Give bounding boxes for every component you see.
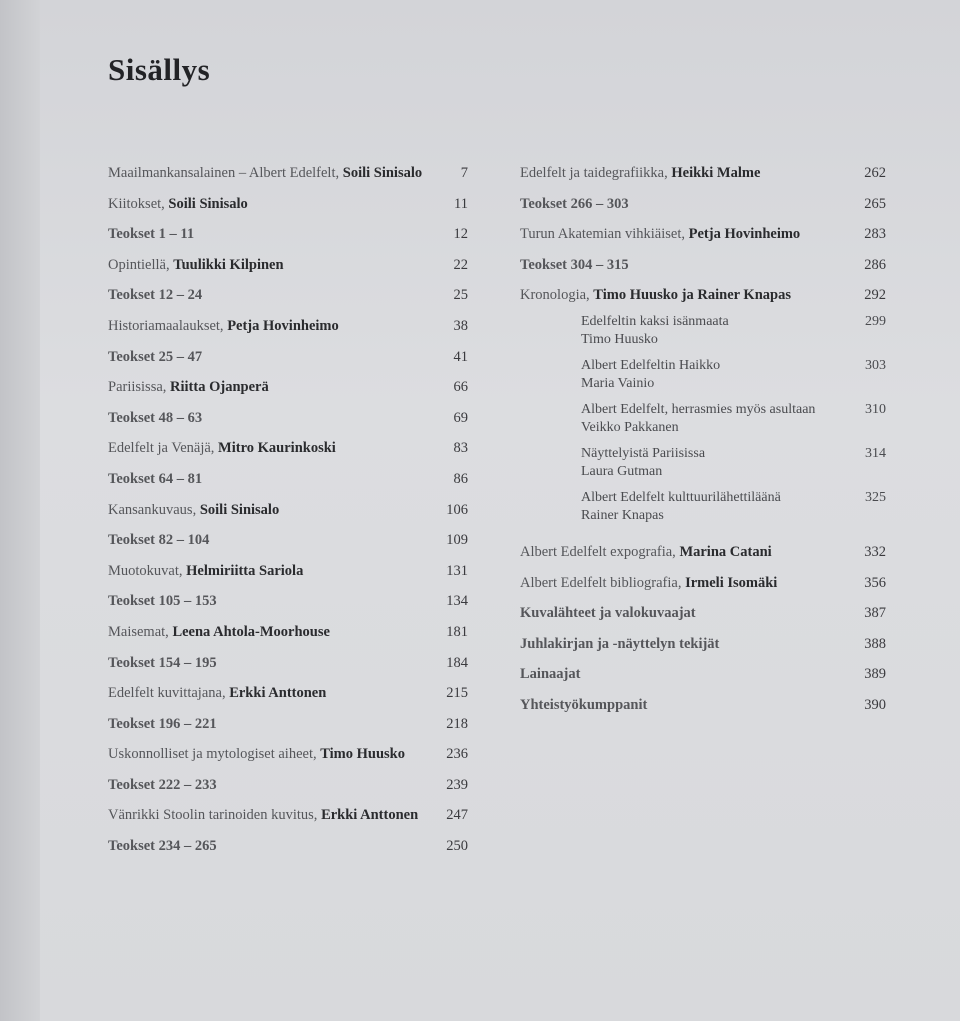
- toc-entry-title: Vänrikki Stoolin tarinoiden kuvitus,: [108, 807, 318, 824]
- toc-entry-author: Mitro Kaurinkoski: [218, 440, 336, 457]
- toc-entry-text: [520, 537, 772, 568]
- toc-entry-title: Albert Edelfelt expografia,: [520, 543, 676, 560]
- toc-entry-author: Soili Sinisalo: [199, 501, 280, 518]
- toc-section-entry: [108, 770, 468, 801]
- toc-page-number: 215: [446, 685, 468, 702]
- toc-page-number: 83: [453, 440, 468, 457]
- toc-page-number: 86: [453, 470, 468, 487]
- toc-page-number: 390: [864, 696, 886, 713]
- toc-subentry-title: Edelfeltin kaksi isänmaata: [581, 313, 729, 329]
- toc-section-entry: [520, 629, 886, 660]
- toc-entry-text: [108, 709, 217, 740]
- toc-entry-author: Timo Huusko: [320, 746, 405, 763]
- toc-subentry-author: Veikko Pakkanen: [581, 419, 679, 435]
- toc-page-number: 69: [453, 409, 468, 426]
- toc-entry-text: [520, 629, 719, 660]
- toc-entry-text: [108, 617, 330, 648]
- toc-entry-text: [108, 189, 248, 220]
- toc-entry: [108, 495, 468, 526]
- toc-entry-title: Teokset 105 – 153: [108, 593, 217, 610]
- toc-entry: [520, 568, 886, 599]
- toc-page-number: 325: [865, 489, 886, 505]
- toc-page-number: 11: [454, 195, 468, 212]
- toc-entry-text: [108, 678, 326, 709]
- toc-page-number: 109: [446, 532, 468, 549]
- toc-entry-text: [108, 403, 202, 434]
- toc-section-entry: [108, 464, 468, 495]
- toc-entry: [108, 800, 468, 831]
- toc-entry: [108, 678, 468, 709]
- toc-page-number: 283: [864, 226, 886, 243]
- toc-entry-author: Marina Catani: [679, 543, 772, 560]
- toc-entry-title: Maisemat,: [108, 623, 169, 640]
- toc-entry-text: [108, 219, 194, 250]
- toc-page-number: 247: [446, 807, 468, 824]
- toc-subentry: [581, 485, 886, 529]
- toc-entry: [108, 158, 468, 189]
- toc-entry-text: [520, 598, 696, 629]
- toc-subentry: [581, 441, 886, 485]
- toc-section-entry: [108, 648, 468, 679]
- toc-entry-text: [520, 189, 629, 220]
- toc-entry-text: [520, 659, 580, 690]
- toc-section-entry: [108, 280, 468, 311]
- toc-entry-title: Muotokuvat,: [108, 562, 183, 579]
- toc-right-column: [520, 158, 886, 721]
- toc-entry-author: Soili Sinisalo: [342, 165, 423, 181]
- toc-page-number: 356: [864, 574, 886, 591]
- toc-entry-title: Teokset 64 – 81: [108, 470, 203, 487]
- toc-entry: [520, 219, 886, 250]
- toc-section-entry: [520, 250, 886, 281]
- toc-entry-author: Petja Hovinheimo: [227, 317, 339, 334]
- toc-page-number: 250: [446, 838, 468, 855]
- toc-entry-title: Teokset 82 – 104: [108, 532, 210, 549]
- toc-entry-author: Leena Ahtola-Moorhouse: [172, 623, 330, 640]
- toc-subentry-author: Rainer Knapas: [581, 507, 664, 523]
- toc-page-number: 314: [865, 445, 886, 461]
- toc-entry-title: Teokset 266 – 303: [520, 195, 629, 212]
- toc-entry-title: Teokset 196 – 221: [108, 715, 217, 732]
- toc-section-entry: [520, 598, 886, 629]
- toc-page-number: 184: [446, 654, 468, 671]
- toc-entry-text: [108, 158, 422, 189]
- toc-entry-text: [108, 556, 303, 587]
- toc-entry: [108, 189, 468, 220]
- toc-page-number: 218: [446, 715, 468, 732]
- toc-entry-author: Riitta Ojanperä: [170, 379, 269, 396]
- toc-entry-title: Teokset 25 – 47: [108, 348, 203, 365]
- toc-left-column: [108, 158, 468, 862]
- toc-entry: [520, 280, 886, 311]
- toc-entry-title: Lainaajat: [520, 666, 581, 683]
- toc-page-number: 12: [453, 226, 468, 243]
- toc-entry: [520, 158, 886, 189]
- toc-entry-title: Yhteistyökumppanit: [520, 696, 648, 713]
- toc-entry-title: Edelfelt kuvittajana,: [108, 685, 226, 702]
- toc-page-number: 388: [864, 635, 886, 652]
- toc-entry-title: Edelfelt ja Venäjä,: [108, 440, 215, 457]
- toc-section-entry: [108, 342, 468, 373]
- toc-entry: [108, 433, 468, 464]
- toc-entry-text: [520, 280, 791, 311]
- toc-entry-text: [108, 372, 269, 403]
- toc-entry-text: [108, 495, 279, 526]
- toc-entry-title: Kronologia,: [520, 287, 590, 304]
- toc-page-number: 181: [446, 623, 468, 640]
- toc-entry-author: Heikki Malme: [671, 165, 761, 181]
- book-spine-shadow: [0, 0, 40, 1021]
- toc-section-entry: [108, 219, 468, 250]
- toc-page-number: 41: [453, 348, 468, 365]
- toc-section-entry: [520, 659, 886, 690]
- toc-entry-author: Erkki Anttonen: [229, 685, 327, 702]
- toc-entry-title: Historiamaalaukset,: [108, 317, 224, 334]
- toc-subentry: [581, 353, 886, 397]
- toc-entry-text: [108, 433, 336, 464]
- toc-entry-text: [108, 280, 202, 311]
- toc-entry: [108, 556, 468, 587]
- toc-entry-title: Pariisissa,: [108, 379, 167, 396]
- toc-page-number: 106: [446, 501, 468, 518]
- toc-entry-text: [108, 770, 217, 801]
- toc-subentry: [581, 397, 886, 441]
- toc-entry-title: Kuvalähteet ja valokuvaajat: [520, 605, 696, 622]
- toc-subentry-author: Laura Gutman: [581, 463, 663, 479]
- toc-entry-title: Teokset 304 – 315: [520, 256, 629, 273]
- toc-subentry-title: Näyttelyistä Pariisissa: [581, 445, 706, 461]
- toc-entry-title: Edelfelt ja taidegrafiikka,: [520, 165, 668, 181]
- toc-entry: [108, 372, 468, 403]
- toc-page-number: 387: [864, 605, 886, 622]
- toc-section-entry: [108, 403, 468, 434]
- toc-entry-title: Kansankuvaus,: [108, 501, 197, 518]
- toc-page-number: 332: [864, 543, 886, 560]
- toc-page-number: 299: [865, 313, 886, 329]
- toc-entry-text: [520, 690, 647, 721]
- toc-entry-author: Tuulikki Kilpinen: [173, 256, 284, 273]
- toc-page-number: 7: [460, 165, 468, 181]
- toc-page-number: 38: [453, 317, 468, 334]
- toc-section-entry: [108, 831, 468, 862]
- toc-entry-text: [108, 311, 339, 342]
- toc-page-number: 389: [864, 666, 886, 683]
- toc-entry-title: Teokset 1 – 11: [108, 226, 195, 243]
- toc-page-number: 262: [864, 165, 886, 181]
- toc-entry-text: [108, 739, 405, 770]
- toc-entry-author: Soili Sinisalo: [168, 195, 248, 212]
- toc-entry-text: [108, 525, 209, 556]
- toc-entry-title: Uskonnolliset ja mytologiset aiheet,: [108, 746, 317, 763]
- toc-subentry-title: Albert Edelfelt kulttuurilähettiläänä: [581, 489, 781, 505]
- toc-entry-text: [520, 158, 760, 189]
- toc-entry-title: Teokset 48 – 63: [108, 409, 203, 426]
- toc-entry-title: Teokset 12 – 24: [108, 287, 203, 304]
- toc-entry: [108, 739, 468, 770]
- toc-section-entry: [520, 189, 886, 220]
- toc-entry-text: [108, 800, 418, 831]
- toc-entry-title: Teokset 222 – 233: [108, 776, 217, 793]
- toc-entry-title: Juhlakirjan ja -näyttelyn tekijät: [520, 635, 720, 652]
- toc-page-number: 66: [453, 379, 468, 396]
- toc-entry-title: Maailmankansalainen – Albert Edelfelt,: [108, 165, 340, 181]
- toc-page-number: 292: [864, 287, 886, 304]
- toc-subentry: [581, 309, 886, 353]
- toc-page-number: 22: [453, 256, 468, 273]
- toc-page-number: 131: [446, 562, 468, 579]
- toc-page-number: 134: [446, 593, 468, 610]
- toc-page-number: 310: [865, 401, 886, 417]
- toc-entry-title: Turun Akatemian vihkiäiset,: [520, 226, 685, 243]
- toc-entry-title: Kiitokset,: [108, 195, 165, 212]
- toc-section-entry: [520, 690, 886, 721]
- toc-section-entry: [108, 709, 468, 740]
- toc-entry-text: [108, 648, 217, 679]
- toc-subentry-title: Albert Edelfelt, herrasmies myös asultaan: [581, 401, 816, 417]
- toc-subentry-author: Maria Vainio: [581, 375, 655, 391]
- toc-entry-text: [108, 342, 202, 373]
- toc-page-number: 236: [446, 746, 468, 763]
- toc-entry-title: Teokset 234 – 265: [108, 838, 217, 855]
- toc-entry: [108, 311, 468, 342]
- toc-entry-title: Albert Edelfelt bibliografia,: [520, 574, 682, 591]
- toc-entry-text: [520, 219, 800, 250]
- toc-entry-author: Helmiriitta Sariola: [186, 562, 304, 579]
- toc-entry: [108, 617, 468, 648]
- toc-entry: [108, 250, 468, 281]
- toc-section-entry: [108, 586, 468, 617]
- toc-page-number: 265: [864, 195, 886, 212]
- toc-entry-text: [108, 464, 202, 495]
- toc-subentry-title: Albert Edelfeltin Haikko: [581, 357, 721, 373]
- toc-entry-text: [108, 250, 284, 281]
- toc-entry-author: Petja Hovinheimo: [688, 226, 801, 243]
- toc-entry-text: [520, 250, 629, 281]
- toc-page-number: 303: [865, 357, 886, 373]
- toc-entry-author: Timo Huusko ja Rainer Knapas: [593, 287, 791, 304]
- toc-section-entry: [108, 525, 468, 556]
- page-title: Sisällys: [108, 52, 211, 87]
- toc-page-number: 239: [446, 776, 468, 793]
- toc-page-number: 286: [864, 256, 886, 273]
- toc-subentry-author: Timo Huusko: [581, 331, 658, 347]
- toc-entry-text: [108, 831, 217, 862]
- toc-entry-text: [520, 568, 777, 599]
- toc-entry-author: Erkki Anttonen: [321, 807, 419, 824]
- toc-entry-title: Teokset 154 – 195: [108, 654, 217, 671]
- toc-entry-author: Irmeli Isomäki: [685, 574, 778, 591]
- toc-entry-title: Opintiellä,: [108, 256, 170, 273]
- toc-entry: [520, 537, 886, 568]
- toc-entry-text: [108, 586, 217, 617]
- toc-page-number: 25: [453, 287, 468, 304]
